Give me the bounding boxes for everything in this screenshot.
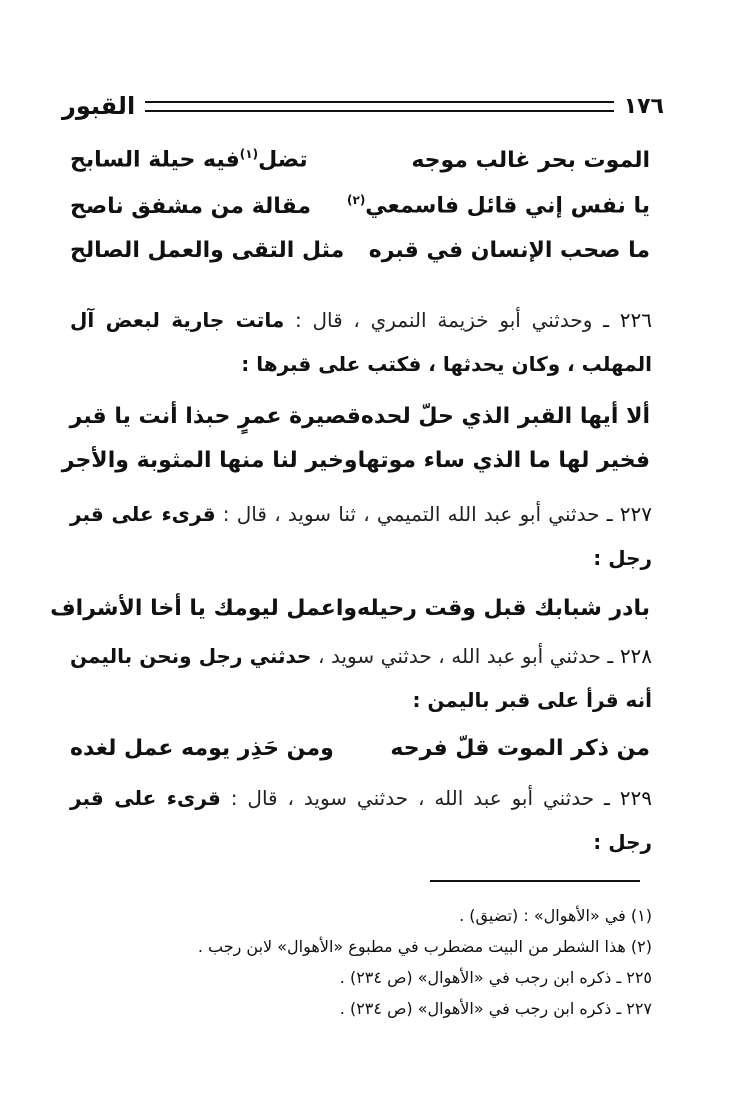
footnotes (100, 900, 652, 1024)
verse-left-hemistich: ومن حَذِر يومه عمل لغده (70, 735, 334, 761)
footnote: (١) في «الأهوال» : (تضيق) . (459, 906, 652, 925)
verse-left-hemistich: قصيرة عمرٍ حبذا أنت يا قبر (69, 403, 361, 429)
verse-line (70, 186, 650, 226)
verse-right-hemistich: ما صحب الإنسان في قبره (368, 237, 650, 263)
verse-left-hemistich: وخير لنا منها المثوبة والأجر (61, 447, 358, 473)
narration-number: ٢٢٨ ـ (607, 644, 653, 668)
narration-number: ٢٢٧ ـ (606, 502, 653, 526)
narration-number: ٢٢٩ ـ (604, 786, 652, 810)
narration-227 (70, 492, 652, 580)
verse-line (70, 728, 650, 768)
verse-line (70, 230, 650, 270)
header-double-rule (145, 101, 614, 112)
verse-line (50, 588, 650, 628)
footnote-divider (430, 880, 640, 882)
page-number: ١٧٦ (623, 93, 664, 119)
narration-chain: حدثني أبو عبد الله التميمي ، ثنا سويد ، قال : (222, 502, 600, 526)
narration-text: قرىء على قبر رجل : (70, 786, 652, 854)
narration-226 (70, 298, 652, 386)
verse-text: تضل (258, 147, 308, 173)
narration-chain: وحدثني أبو خزيمة النمري ، قال : (294, 308, 593, 332)
verse-line (61, 440, 650, 480)
verse-right-hemistich: فخير لها ما الذي ساء موتها (357, 447, 650, 473)
footnote: (٢) هذا الشطر من البيت مضطرب في مطبوع «الأهوال» لابن رجب . (197, 937, 652, 956)
verse-text: يا نفس إني قائل فاسمعي (365, 193, 650, 219)
verse-line (70, 396, 650, 436)
narration-text: حدثني رجل ونحن باليمن أنه قرأ على قبر باليمن : (70, 644, 652, 712)
footnote-marker: (٢) (347, 193, 366, 208)
narration-number: ٢٢٦ ـ (603, 308, 652, 332)
narration-text: ماتت جارية لبعض آل المهلب ، وكان يحدثها ، فكتب على قبرها : (70, 308, 652, 376)
verse-left-hemistich: واعمل ليومك يا أخا الأشراف (50, 595, 358, 621)
narration-chain: حدثني أبو عبد الله ، حدثني سويد ، (318, 644, 601, 668)
verse-right-hemistich (347, 193, 650, 218)
narration-text: قرىء على قبر رجل : (70, 502, 652, 570)
verse-line (70, 140, 650, 180)
verse-right-hemistich: من ذكر الموت قلّ فرحه (390, 735, 650, 761)
footnote: ٢٢٧ ـ ذكره ابن رجب في «الأهوال» (ص ٢٣٤) . (339, 999, 652, 1018)
verse-left-hemistich: مقالة من مشفق ناصح (70, 193, 312, 219)
page-header (62, 88, 664, 124)
footnote: ٢٢٥ ـ ذكره ابن رجب في «الأهوال» (ص ٢٣٤) . (339, 968, 652, 987)
narration-228 (70, 634, 652, 722)
verse-right-hemistich: ألا أيها القبر الذي حلّ لحده (360, 403, 650, 429)
narration-chain: حدثني أبو عبد الله ، حدثني سويد ، قال : (230, 786, 595, 810)
verse-right-hemistich: بادر شبابك قبل وقت رحيله (357, 595, 650, 621)
verse-left-hemistich (70, 147, 308, 172)
running-title: القبور (62, 92, 136, 120)
verse-text: فيه حيلة السابح (70, 147, 240, 173)
verse-right-hemistich: الموت بحر غالب موجه (411, 147, 650, 173)
footnote-marker: (١) (239, 147, 259, 162)
verse-left-hemistich: مثل التقى والعمل الصالح (70, 237, 345, 263)
narration-229 (70, 776, 652, 864)
